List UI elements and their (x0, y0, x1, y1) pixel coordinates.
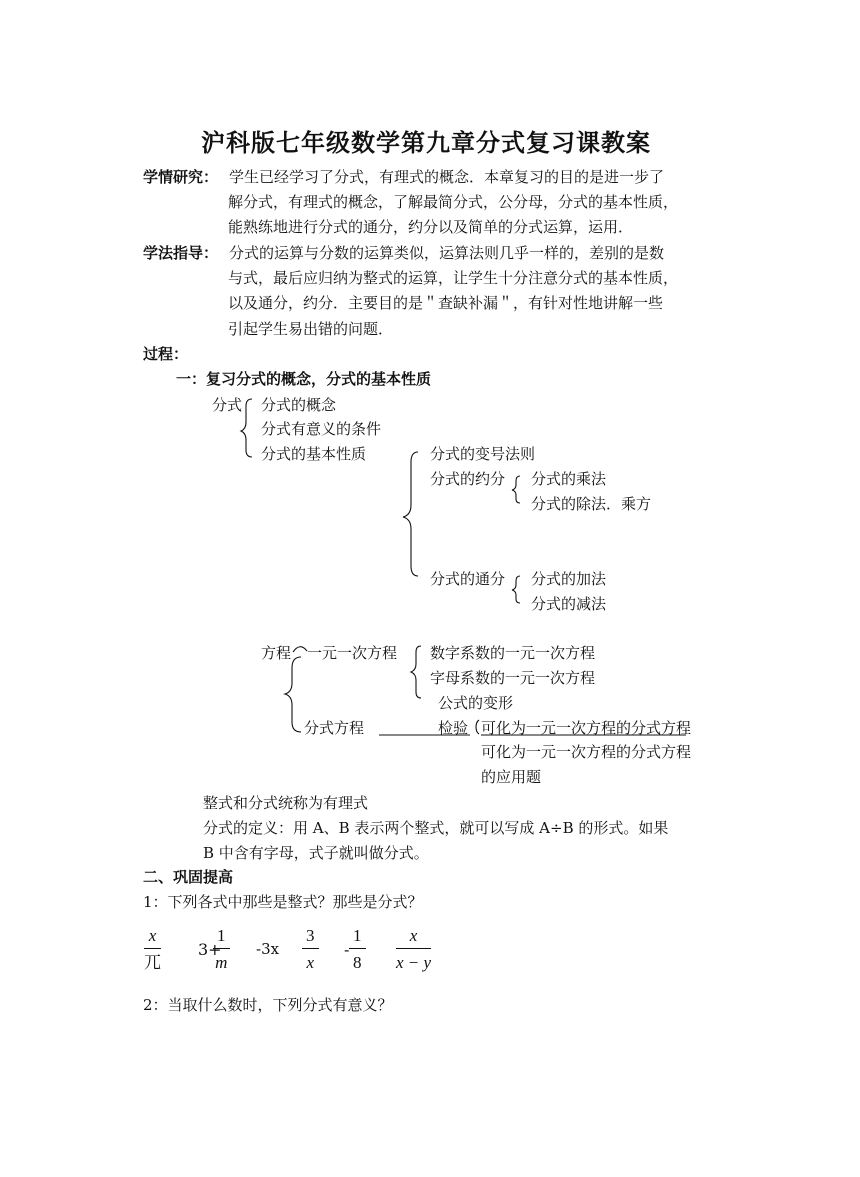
question-1: 1：下列各式中那些是整式？那些是分式？ (143, 893, 423, 911)
expression-4-numerator: 3 (302, 926, 319, 949)
expression-4-denominator: x (306, 953, 315, 972)
tree-fractional-check: 检验 (438, 719, 469, 737)
study-research-line-2: 解分式，有理式的概念，了解最简分式，公分母，分式的基本性质， (228, 193, 679, 211)
connector-equation-linear (293, 647, 307, 652)
expression-6-numerator: x (396, 926, 431, 949)
tree-property-child-reduce: 分式的约分 (430, 470, 506, 488)
definition-fraction-line-2: B 中含有字母，式子就叫做分式。 (203, 844, 429, 862)
expression-1 (144, 926, 161, 973)
expression-2-denominator: m (215, 953, 228, 972)
method-guide-line-3: 以及通分，约分．主要目的是＂查缺补漏＂，有针对性地讲解一些 (228, 294, 664, 312)
tree-fractional-child-3: 的应用题 (481, 768, 542, 786)
tree-common-child-add: 分式的加法 (531, 570, 607, 588)
definition-rational: 整式和分式统称为有理式 (203, 794, 369, 812)
tree-fractional-child-2: 可化为一元一次方程的分式方程 (481, 743, 692, 761)
process-label: 过程： (143, 345, 189, 363)
tree-fractional-child-1: 可化为一元一次方程的分式方程 (481, 719, 692, 737)
expression-6 (396, 926, 431, 973)
tree-linear-child-formula: 公式的变形 (438, 694, 514, 712)
expression-1-denominator: 兀 (144, 953, 161, 972)
study-research-label: 学情研究： (143, 168, 219, 186)
tree-equation-fractional: 分式方程 (304, 719, 365, 737)
tree-linear-child-numeric: 数字系数的一元一次方程 (430, 644, 596, 662)
method-guide-line-1: 分式的运算与分数的运算类似，运算法则几乎一样的，差别的是数 (229, 244, 665, 262)
tree-fraction-root: 分式 (212, 396, 243, 414)
brace-property (403, 452, 418, 576)
brace-reduce (512, 476, 520, 503)
expression-4 (302, 926, 319, 973)
brace-fraction (241, 399, 252, 457)
tree-property-child-sign-rule: 分式的变号法则 (430, 445, 536, 463)
expression-5-prefix: - (344, 940, 350, 959)
question-2: 2：当取什么数时，下列分式有意义？ (143, 996, 393, 1014)
tree-reduce-child-divide: 分式的除法．乘方 (531, 495, 652, 513)
brace-equation (285, 657, 301, 732)
method-guide-line-2: 与式，最后应归纳为整式的运算，让学生十分注意分式的基本性质， (228, 269, 679, 287)
expression-2-prefix: 3+ (198, 940, 222, 959)
method-guide-label: 学法指导： (143, 244, 219, 262)
section-2-title: 二、巩固提高 (143, 868, 234, 886)
tree-linear-child-literal: 字母系数的一元一次方程 (430, 669, 596, 687)
tree-common-child-subtract: 分式的减法 (531, 595, 607, 613)
method-guide-line-4: 引起学生易出错的问题． (228, 320, 394, 338)
expression-2-numerator: 1 (213, 926, 230, 949)
brace-common (512, 576, 520, 603)
page-title: 沪科版七年级数学第九章分式复习课教案 (201, 128, 651, 157)
tree-fraction-item-concept: 分式的概念 (261, 396, 337, 414)
study-research-line-3: 能熟练地进行分式的通分，约分以及简单的分式运算，运用． (228, 218, 634, 236)
definition-fraction-line-1: 分式的定义：用 A、B 表示两个整式，就可以写成 A÷B 的形式。如果 (203, 819, 669, 837)
tree-property-child-common: 分式的通分 (430, 570, 506, 588)
expression-5-denominator: 8 (353, 953, 362, 972)
expression-3: -3x (256, 940, 280, 958)
expression-5-numerator: 1 (349, 926, 366, 949)
tree-reduce-child-multiply: 分式的乘法 (531, 470, 607, 488)
expression-1-numerator: x (144, 926, 161, 949)
tree-fraction-item-meaningful: 分式有意义的条件 (261, 420, 382, 438)
study-research-line-1: 学生已经学习了分式，有理式的概念．本章复习的目的是进一步了 (229, 168, 665, 186)
tree-equation-linear: 一元一次方程 (307, 644, 398, 662)
expression-6-denominator: x − y (396, 953, 432, 972)
tree-fraction-item-property: 分式的基本性质 (261, 445, 367, 463)
brace-check (476, 720, 479, 734)
section-1-title: 一：复习分式的概念，分式的基本性质 (176, 370, 432, 388)
expression-5 (349, 926, 366, 973)
tree-equation-root: 方程 (261, 644, 292, 662)
expression-2 (213, 926, 230, 973)
brace-linear (411, 646, 421, 698)
